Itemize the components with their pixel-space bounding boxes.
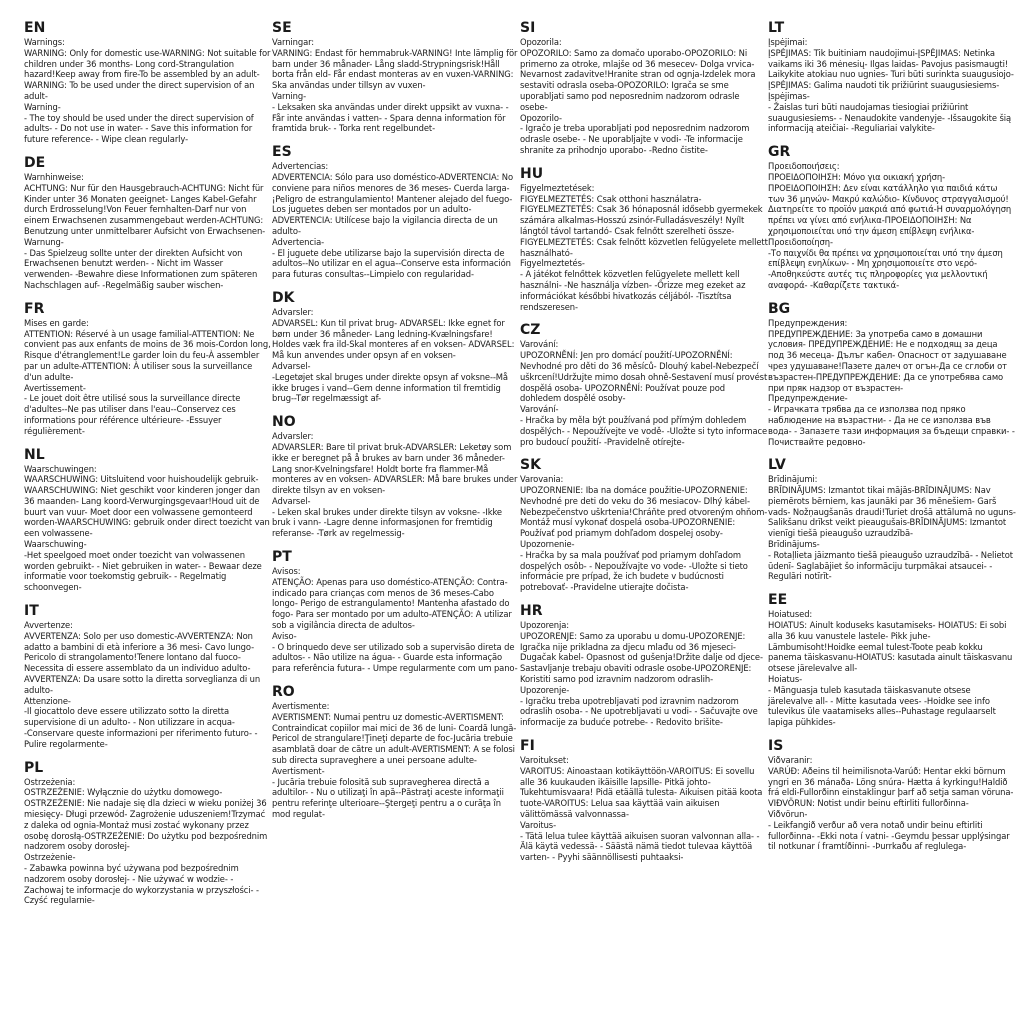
column-2	[272, 20, 520, 1024]
lang-code: PL	[24, 759, 44, 776]
lang-text: Figyelmeztetések: FIGYELMEZTETÉS: Csak otthoni használatra-FIGYELMEZTETÉS: Csak 36 hónaposnál idősebb gyermekek számára alkalmas-Hosszú zsinór-Fulladásveszély! Nyílt lángtól távol tartandó- Csak felnőtt szerelheti össze-FIGYELMEZTETÉS: Csak felnőtt közvetlen felügyelete mellett használható- Figyelmeztetés- - A játékot felnőttek közvetlen felügyelete mellett kell használni- -Ne használja vízben- -Őrizze meg ezeket az információkat későbbi hivatkozás céljából- -Tisztítsa rendszeresen-	[520, 182, 768, 312]
lang-code: FR	[24, 300, 45, 317]
lang-text: Advarsler: ADVARSEL: Kun til privat brug- ADVARSEL: Ikke egnet for børn under 36 måneder- Lang ledning-Kvælningsfare! Holdes væk fra ild-Skal monteres af en voksen- ADVARSEL: Må kun anvendes under opsyn af en voksen- Advarsel- -Legetøjet skal bruges under direkte opsyn af voksne--Må ikke bruges i vand--Gem denne information til fremtidig brug--Tør regelmæssigt af-	[272, 306, 515, 404]
lang-block-de	[24, 155, 272, 291]
lang-block-fi	[520, 738, 768, 863]
lang-text: Opozorila: OPOZORILO: Samo za domačo uporabo-OPOZORILO: Ni primerno za otroke, mlajše od 36 mesecev- Dolga vrvica- Nevarnost zadavitve!Hranite stran od ognja-Izdelek mora sestaviti odrasla oseba-OPOZORILO: Igrača se sme uporabljati samo pod neposrednim nadzorom odrasle osebe- Opozorilo- - Igračo je treba uporabljati pod neposrednim nadzorom odrasle osebe- - Ne uporabljajte v vodi- -Te informacije shranite za prihodnjo uporabo- -Redno čistite-	[520, 37, 756, 155]
lang-block-en	[24, 20, 272, 145]
lang-block-is	[768, 738, 1016, 852]
lang-code: EN	[24, 20, 46, 36]
lang-text: Waarschuwingen: WAARSCHUWING: Uitsluitend voor huishoudelijk gebruik- WAARSCHUWING: Niet geschikt voor kinderen jonger dan 36 maanden- Lang koord-Verwurgingsgevaar!Houd uit de buurt van vuur- Moet door een volwassene gemonteerd worden-WAARSCHUWING: gebruik onder direct toezicht van een volwassene- Waarschuwing- -Het speelgoed moet onder toezicht van volwassenen worden gebruikt- - Niet gebruiken in water- - Bewaar deze informatie voor toekomstig gebruik- - Regelmatig schoonvegen-	[24, 463, 270, 593]
lang-text: Viðvaranir: VARÚÐ: Aðeins til heimilisnota-Varúð: Hentar ekki börnum yngri en 36 mánaða- Löng snúra- Hætta á kyrkingu!Haldið frá eldi-Fullorðinn einstaklingur þarf að setja saman vöruna- VIÐVÖRUN: Notist undir beinu eftirliti fullorðinna- Viðvörun- - Leikfangið verður að vera notað undir beinu eftirliti fullorðinna- -Ekki nota í vatni- -Geymdu þessar upplýsingar til notkunar í framtíðinni- -Þurrkaðu af reglulega-	[768, 755, 1014, 852]
lang-block-hr	[520, 603, 768, 728]
lang-text: Предупреждения: ПРЕДУПРЕЖДЕНИЕ: За употреба само в домашни условия- ПРЕДУПРЕЖДЕНИЕ: Не е подходящ за деца под 36 месеца- Дълъг кабел- Опасност от задушаване чрез удушаване!Пазете далеч от огън-Да се сглоби от възрастен-ПРЕДУПРЕЖДЕНИЕ: Да се употребява само при пряк надзор от възрастен- Предупреждение- - Играчката трябва да се използва под пряко наблюдение на възрастни- - Да не се използва във вода- - Запазете тази информация за бъдещи справки- - Почиствайте редовно-	[768, 317, 1015, 447]
lang-code: LT	[768, 20, 785, 36]
lang-block-ee	[768, 592, 1016, 728]
lang-text: Avvertenze: AVVERTENZA: Solo per uso domestic-AVVERTENZA: Non adatto a bambini di età inferiore a 36 mesi- Cavo lungo- Pericolo di strangolamento!Tenere lontano dal fuoco-Necessita di essere assemblato da un individuo adulto- AVVERTENZA: Da usare sotto la diretta sorveglianza di un adulto- Attenzione- -Il giocattolo deve essere utilizzato sotto la diretta supervisione di un adulto- - Non utilizzare in acqua- -Conservare queste informazioni per riferimento futuro- -Pulire regolarmente-	[24, 620, 261, 749]
column-4	[768, 20, 1016, 1024]
lang-block-sk	[520, 457, 768, 593]
column-3	[520, 20, 768, 1024]
lang-code: CZ	[520, 322, 541, 339]
lang-text: Προειδοποιήσεις: ΠΡΟΕΙΔΟΠΟΙΗΣΗ: Μόνο για οικιακή χρήση-ΠΡΟΕΙΔΟΠΟΙΗΣΗ: Δεν είναι κατάλληλο για παιδιά κάτω των 36 μηνών- Μακρύ καλώδιο- Κίνδυνος στραγγαλισμού! Διατηρείτε το προϊόν μακριά από φωτιά-Η συναρμολόγηση πρέπει να γίνει από ενήλικα-ΠΡΟΕΙΔΟΠΟΙΗΣΗ: Να χρησιμοποιείται υπό την άμεση επίβλεψη ενήλικα- Προειδοποίηση- -Το παιχνίδι θα πρέπει να χρησιμοποιείται υπό την άμεση επίβλεψη ενηλίκων- - Μη χρησιμοποιείτε στο νερό- -Αποθηκεύστε αυτές τις πληροφορίες για μελλοντική αναφορά- -Καθαρίζετε τακτικά-	[768, 161, 1012, 290]
lang-code: SE	[272, 20, 292, 36]
lang-code: SK	[520, 457, 541, 474]
lang-code: SI	[520, 20, 536, 36]
lang-text: Upozorenja: UPOZORENJE: Samo za uporabu u domu-UPOZORENJE: Igračka nije prikladna za djecu mlađu od 36 mjeseci- Dugačak kabel- Opasnost od gušenja!Držite dalje od djece-Sastavljanje trebaju obaviti odrasle osobe-UPOZORENJE: Koristiti samo pod izravnim nadzorom odraslih- Upozorenje- - Igračku treba upotrebljavati pod izravnim nadzorom odraslih osoba- - Ne upotrebljavati u vodi- - Sačuvajte ove informacije za buduće potrebe- - Redovito brišite-	[520, 620, 763, 728]
lang-text: Brīdinājumi: BRĪDINĀJUMS: Izmantot tikai mājās-BRĪDINĀJUMS: Nav piemērots bērniem, kas jaunāki par 36 mēnešiem- Garš vads- Nožņaugšanās draudi!Turiet drošā attālumā no uguns- Salikšanu drīkst veikt pieaugušais-BRĪDINĀJUMS: Izmantot vienīgi tiešā pieaugušo uzraudzībā- Brīdinājums- - Rotaļlieta jāizmanto tiešā pieaugušo uzraudzībā- - Nelietot ūdenī- Saglabājiet šo informāciju turpmākai atsaucei- -Regulāri notīrīt-	[768, 474, 1016, 582]
lang-code: NL	[24, 446, 45, 463]
lang-text: Mises en garde: ATTENTION: Réservé à un usage familial-ATTENTION: Ne convient pas aux enfants de moins de 36 mois-Cordon long, Risque d'étranglement!Le garder loin du feu-À assembler par un adulte-ATTENTION: À utiliser sous la surveillance d'un adulte- Avertissement- - Le jouet doit être utilisé sous la surveillance directe d'adultes--Ne pas utiliser dans l'eau--Conservez ces informations pour référence ultérieure- -Essuyer régulièrement-	[24, 317, 271, 436]
lang-code: FI	[520, 738, 535, 755]
lang-code: RO	[272, 684, 295, 701]
lang-text: Varoitukset: VAROITUS: Ainoastaan kotikäyttöön-VAROITUS: Ei sovellu alle 36 kuukauden ikäisille lapsille- Pitkä johto-Tukehtumisvaara! Pidä etäällä tulesta- Aikuisen pitää koota tuote-VAROITUS: Lelua saa käyttää vain aikuisen välittömässä valvonnassa- Varoitus- - Tätä lelua tulee käyttää aikuisen suoran valvonnan alla- - Älä käytä vedessä- - Säästä nämä tiedot tulevaa käyttöä varten- - Pyyhi säännöllisesti puhtaaksi-	[520, 755, 763, 863]
lang-block-es	[272, 144, 520, 280]
lang-block-gr	[768, 144, 1016, 291]
column-1	[24, 20, 272, 1024]
lang-block-bg	[768, 301, 1016, 448]
lang-code: GR	[768, 144, 791, 161]
lang-block-pl	[24, 760, 272, 907]
lang-block-it	[24, 603, 272, 750]
lang-text: Avertismente: AVERTISMENT: Numai pentru uz domestic-AVERTISMENT: Contraindicat copiilor mai mici de 36 de luni- Coardă lungă- Pericol de strangulare!Ţineţi departe de foc-Jucăria trebuie asamblată doar de către un adult-AVERTISMENT: A se folosi sub directa supraveghere a unei persoane adulte- Avertisment- - Jucăria trebuie folosită sub supravegherea directă a adultilor- - Nu o utilizaţi în apă--Păstraţi aceste informaţii pentru referinţe ulterioare--Ştergeţi pentru a o curăţa în mod regulat-	[272, 701, 517, 820]
lang-code: BG	[768, 300, 791, 317]
lang-code: LV	[768, 457, 786, 474]
lang-text: Įspėjimai: ĮSPĖJIMAS: Tik buitiniam naudojimui-ĮSPĖJIMAS: Netinka vaikams iki 36 mėnesių- Ilgas laidas- Pavojus pasismaugti! Laikykite atokiau nuo ugnies- Turi būti surinkta suaugusiojo- ĮSPĖJIMAS: Galima naudoti tik prižiūrint suaugusiesiems- Įspėjimas- - Žaislas turi būti naudojamas tiesiogiai prižiūrint suaugusiesiems- - Nenaudokite vandenyje- -Išsaugokite šią informaciją ateičiai- -Reguliariai valykite-	[768, 37, 1014, 134]
lang-text: Warnings: WARNING: Only for domestic use-WARNING: Not suitable for children under 36 months- Long cord-Strangulation hazard!Keep away from fire-To be assembled by an adult-WARNING: To be used under the direct supervision of an adult- Warning- - The toy should be used under the direct supervision of adults- - Do not use in water- - Save this information for future reference- - Wipe clean regularly-	[24, 37, 271, 145]
lang-block-nl	[24, 447, 272, 594]
lang-block-pt	[272, 549, 520, 674]
lang-text: Advertencias: ADVERTENCIA: Sólo para uso doméstico-ADVERTENCIA: No conviene para niños menores de 36 meses- Cuerda larga- ¡Peligro de estrangulamiento! Mantener alejado del fuego- Los juguetes deben ser montados por un adulto- ADVERTENCIA: Utilícese bajo la vigilancia directa de un adulto- Advertencia- - El juguete debe utilizarse bajo la supervisión directa de adultos--No utilizar en el agua--Conserve esta información para futuras consultas--Limpielo con regularidad-	[272, 161, 513, 280]
lang-code: HR	[520, 603, 543, 620]
lang-text: Warnhinweise: ACHTUNG: Nur für den Hausgebrauch-ACHTUNG: Nicht für Kinder unter 36 Monaten geeignet- Langes Kabel-Gefahr durch Erdrosselung!Von Feuer fernhalten-Darf nur von einem Erwachsenen zusammengebaut werden-ACHTUNG: Benutzung unter unmittelbarer Aufsicht von Erwachsenen- Warnung- - Das Spielzeug sollte unter der direkten Aufsicht von Erwachsenen benutzt werden- - Nicht im Wasser verwenden- -Bewahre diese Informationen zum späteren Nachschlagen auf- -Regelmäßig sauber wischen-	[24, 171, 266, 290]
lang-code: EE	[768, 592, 788, 609]
lang-code: HU	[520, 165, 544, 182]
lang-block-cz	[520, 322, 768, 447]
lang-code: ES	[272, 144, 292, 161]
lang-text: Varningar: VARNING: Endast för hemmabruk-VARNING! Inte lämplig för barn under 36 månader- Lång sladd-Strypningsrisk!Håll borta från eld- Får endast monteras av en vuxen-VARNING: Ska användas under tillsyn av vuxen- Varning- - Leksaken ska användas under direkt uppsikt av vuxna- - Får inte användas i vatten- - Spara denna information för framtida bruk- - Torka rent regelbundet-	[272, 37, 518, 134]
lang-block-hu	[520, 166, 768, 313]
lang-text: Varovania: UPOZORNENIE: Iba na domáce použitie-UPOZORNENIE: Nevhodné pre deti do veku do 36 mesiacov- Dlhý kábel-Nebezpečenstvo uškrtenia!Chráňte pred otvoreným ohňom- Montáž musí vykonať dospelá osoba-UPOZORNENIE: Používať pod priamym dohľadom dospelej osoby- Upozornenie- - Hračka by sa mala používať pod priamym dohľadom dospelých osôb- - Nepoužívajte vo vode- -Uložte si tieto informácie pre prípad, že ich budete v budúcnosti potrebovať- -Pravidelne utierajte dočista-	[520, 474, 768, 593]
lang-code: DK	[272, 289, 295, 306]
lang-block-lt	[768, 20, 1016, 134]
lang-text: Advarsler: ADVARSLER: Bare til privat bruk-ADVARSLER: Leketøy som ikke er beregnet på å brukes av barn under 36 måneder- Lang snor-Kvelningsfare! Holdt borte fra flammer-Må monteres av en voksen- ADVARSLER: Må bare brukes under direkte tilsyn av en voksen- Advarsel- - Leken skal brukes under direkte tilsyn av voksne- -Ikke bruk i vann- -Lagre denne informasjonen for fremtidig referanse- -Tørk av regelmessig-	[272, 431, 518, 539]
lang-code: PT	[272, 549, 292, 566]
lang-text: Varování: UPOZORNĚNÍ: Jen pro domácí použití-UPOZORNĚNÍ: Nevhodné pro děti do 36 měsíců- Dlouhý kabel-Nebezpečí uškrcení!Udržujte mimo dosah ohně-Sestavení musí provést dospělá osoba- UPOZORNĚNÍ: Používat pouze pod dohledem dospělé osoby- Varování- - Hračka by měla být používaná pod přímým dohledem dospělých- - Nepoužívejte ve vodě- -Uložte si tyto informace pro budoucí použití- -Pravidelně otírejte-	[520, 339, 768, 447]
lang-code: IS	[768, 738, 784, 755]
lang-block-se	[272, 20, 520, 134]
lang-block-si	[520, 20, 768, 156]
lang-code: DE	[24, 154, 46, 171]
lang-block-fr	[24, 301, 272, 437]
lang-text: Avisos: ATENÇÃO: Apenas para uso doméstico-ATENÇÃO: Contra-indicado para crianças com menos de 36 meses-Cabo longo- Perigo de estrangulamento! Mantenha afastado do fogo- Para ser montado por um adulto-ATENÇÃO: A utilizar sob a vigilância directa de adultos- Aviso- - O brinquedo deve ser utilizado sob a supervisão direta de adultos- - Não utilize na água- - Guarde esta informação para referência futura- - Umpe regularmente com um pano-	[272, 566, 518, 674]
lang-code: IT	[24, 603, 39, 620]
lang-block-ro	[272, 684, 520, 820]
lang-text: Ostrzeżenia: OSTRZEŻENIE: Wyłącznie do użytku domowego-OSTRZEŻENIE: Nie nadaje się dla dzieci w wieku poniżej 36 miesięcy- Długi przewód- Zagrożenie uduszeniem!Trzymać z daleka od ognia-Montaż musi zostać wykonany przez osobę dorosłą-OSTRZEŻENIE: Do użytku pod bezpośrednim nadzorem osoby dorosłej- Ostrzeżenie- - Zabawka powinna być używana pod bezpośrednim nadzorem osoby dorosłej- - Nie używać w wodzie- - Zachowaj te informacje do wykorzystania w przyszłości- - Czyść regularnie-	[24, 776, 268, 906]
lang-block-dk	[272, 290, 520, 404]
lang-code: NO	[272, 414, 296, 431]
lang-block-lv	[768, 457, 1016, 582]
lang-text: Hoiatused: HOIATUS: Ainult koduseks kasutamiseks- HOIATUS: Ei sobi alla 36 kuu vanustele lastele- Pikk juhe-Lämbumisoht!Hoidke eemal tulest-Toote peab kokku panema täiskasvanu-HOIATUS: kasutada ainult täiskasvanu otsese järelevalve all- Hoiatus- - Mänguasja tuleb kasutada täiskasvanute otsese järelevalve all- - Mitte kasutada vees- -Hoidke see info tulevikus üle vaatamiseks alles--Puhastage regulaarselt lapiga pühkides-	[768, 609, 1013, 728]
lang-block-no	[272, 414, 520, 539]
